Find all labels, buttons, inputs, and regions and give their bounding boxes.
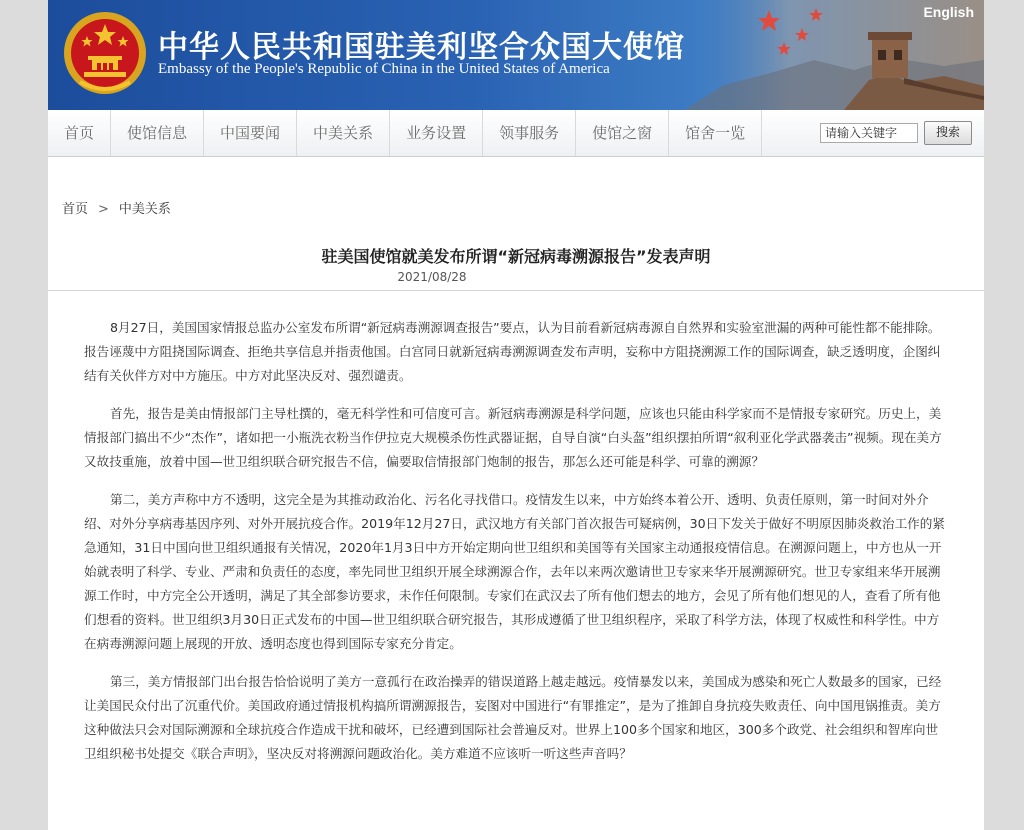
article-body [84, 316, 946, 780]
nav-item-embassy-info[interactable]: 使馆信息 [111, 110, 204, 156]
nav-item-china-us-relations[interactable]: 中美关系 [297, 110, 390, 156]
nav-item-business[interactable]: 业务设置 [390, 110, 483, 156]
article-title: 驻美国使馆就美发布所谓“新冠病毒溯源报告”发表声明 [321, 247, 711, 266]
article-paragraph: 第三，美方情报部门出台报告恰恰说明了美方一意孤行在政治操弄的错误道路上越走越远。疫情暴发以来，美国成为感染和死亡人数最多的国家，已经让美国民众付出了沉重代价。美国政府通过情报机构搞所谓溯源报告，妄图对中国进行“有罪推定”，是为了推卸自身抗疫失败责任、向中国甩锅推责。美方这种做法只会对国际溯源和全球抗疫合作造成干扰和破坏，已经遭到国际社会普遍反对。世界上100多个国家和地区，300多个政党、社会组织和智库向世卫组织秘书处提交《联合声明》，坚决反对将溯源问题政治化。美方难道不应该听一听这些声音吗？ [84, 674, 942, 761]
national-emblem-icon [62, 10, 148, 96]
embassy-title-en: Embassy of the People's Republic of China in the United States of America [158, 61, 610, 77]
breadcrumb-separator: > [98, 202, 109, 217]
search-input[interactable]: 请输入关键字 [820, 123, 918, 143]
header-banner [48, 0, 984, 110]
english-link[interactable]: English [923, 4, 974, 20]
article-paragraph: 首先，报告是美由情报部门主导杜撰的，毫无科学性和可信度可言。新冠病毒溯源是科学问题，应该也只能由科学家而不是情报专家研究。历史上，美情报部门搞出不少“杰作”，诸如把一小瓶洗衣粉当作伊拉克大规模杀伤性武器证据，自导自演“白头盔”组织摆拍所谓“叙利亚化学武器袭击”视频。现在美方又故技重施，放着中国—世卫组织联合研究报告不信，偏要取信情报部门炮制的报告，那怎么还可能是科学、可靠的溯源？ [84, 406, 942, 469]
search-button[interactable]: 搜索 [924, 121, 972, 145]
breadcrumb-current[interactable]: 中美关系 [118, 202, 171, 217]
page [48, 0, 984, 830]
article-date: 2021/08/28 [397, 270, 467, 284]
article-paragraph: 第二，美方声称中方不透明，这完全是为其推动政治化、污名化寻找借口。疫情发生以来，中方始终本着公开、透明、负责任原则，第一时间对外介绍、对外分享病毒基因序列、对外开展抗疫合作。2019年12月27日，武汉地方有关部门首次报告可疑病例，30日下发关于做好不明原因肺炎救治工作的紧急通知，31日中国向世卫组织通报有关情况，2020年1月3日中方开始定期向世卫组织和美国等有关国家主动通报疫情信息。在溯源问题上，中方也从一开始就表明了科学、专业、严肃和负责任的态度，率先同世卫组织开展全球溯源合作，去年以来两次邀请世卫专家来华开展溯源研究。世卫专家组来华开展溯源工作时，中方完全公开透明，满足了其全部参访要求，未作任何限制。专家们在武汉去了所有他们想去的地方，会见了所有他们想见的人，查看了所有他们想看的资料。世卫组织3月30日正式发布的中国—世卫组织联合研究报告，其形成遵循了世卫组织程序，采取了科学方法，体现了权威性和科学性。中方在病毒溯源问题上展现的开放、透明态度也得到国际专家充分肯定。 [84, 492, 945, 651]
breadcrumb-home[interactable]: 首页 [62, 202, 89, 217]
nav-item-china-news[interactable]: 中国要闻 [204, 110, 297, 156]
nav-item-premises[interactable]: 馆舍一览 [669, 110, 762, 156]
nav-item-embassy-window[interactable]: 使馆之窗 [576, 110, 669, 156]
article-paragraph: 8月27日，美国国家情报总监办公室发布所谓“新冠病毒溯源调查报告”要点，认为目前看新冠病毒源自自然界和实验室泄漏的两种可能性都不能排除。报告诬蔑中方阻挠国际调查、拒绝共享信息并指责他国。白宫同日就新冠病毒溯源调查发布声明，妄称中方阻挠溯源工作的国际调查，缺乏透明度，企图纠结有关伙伴方对中方施压。中方对此坚决反对、强烈谴责。 [84, 320, 941, 383]
nav-item-home[interactable]: 首页 [48, 110, 111, 156]
nav-item-consular[interactable]: 领事服务 [483, 110, 576, 156]
embassy-title-cn: 中华人民共和国驻美利坚合众国大使馆 [158, 30, 685, 65]
breadcrumb [62, 198, 171, 217]
divider [48, 290, 984, 291]
